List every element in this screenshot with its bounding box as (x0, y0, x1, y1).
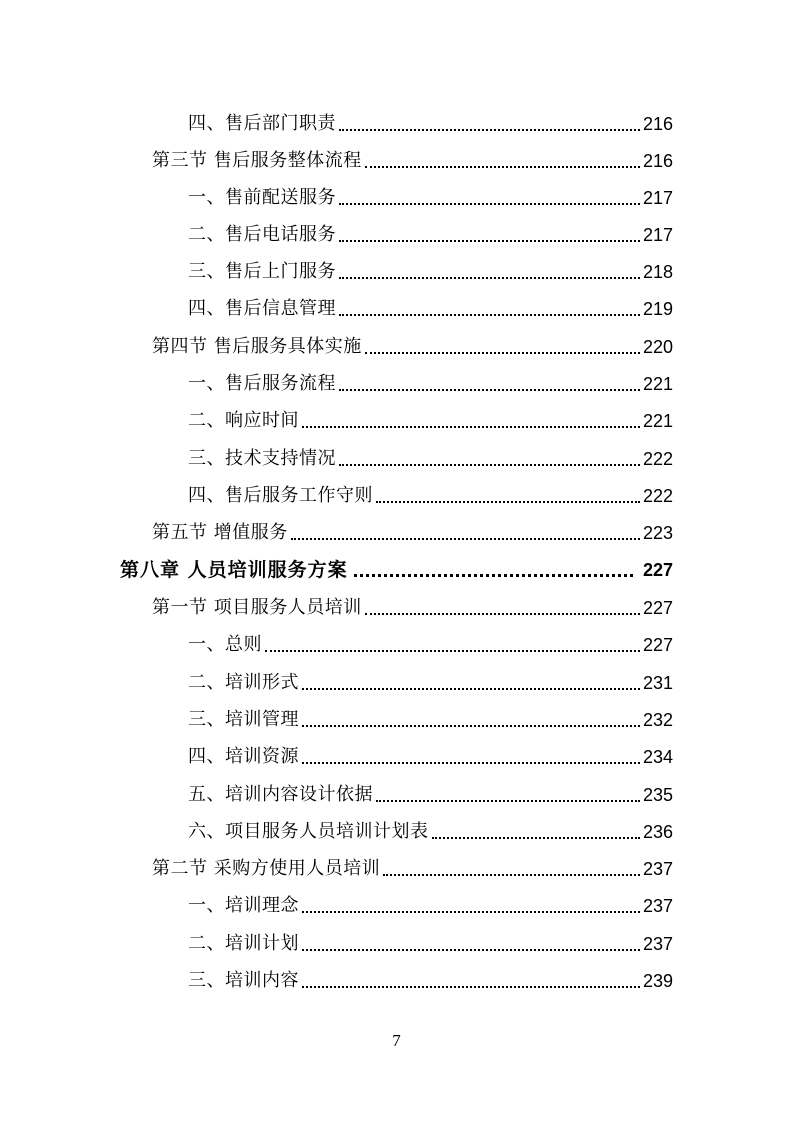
toc-entry-title: 四、培训资源 (188, 746, 299, 767)
toc-entry-title: 第三节 售后服务整体流程 (152, 150, 362, 171)
toc-entry-title: 第八章 人员培训服务方案 (120, 559, 348, 581)
toc-entry-page: 219 (642, 299, 673, 319)
toc-entry[interactable] (0, 254, 793, 284)
dot-leader (376, 501, 640, 503)
toc-entry-page: 236 (642, 822, 673, 842)
toc-entry[interactable] (0, 963, 793, 993)
toc-entry[interactable] (0, 627, 793, 657)
dot-leader (339, 464, 640, 466)
dot-leader (339, 314, 640, 316)
toc-entry-page: 216 (642, 151, 673, 171)
toc-entry-page: 221 (642, 411, 673, 431)
dot-leader (376, 800, 640, 802)
dot-leader (432, 837, 640, 839)
toc-entry-title: 二、响应时间 (188, 410, 299, 431)
toc-entry-page: 237 (642, 896, 673, 916)
dot-leader (302, 725, 640, 727)
dot-leader (339, 389, 640, 391)
toc-entry-page: 222 (642, 486, 673, 506)
toc-entry[interactable] (0, 515, 793, 545)
toc-entry-page: 237 (642, 934, 673, 954)
dot-leader (265, 650, 640, 652)
toc-entry-title: 三、培训管理 (188, 709, 299, 730)
dot-leader (302, 911, 640, 913)
dot-leader (354, 574, 633, 577)
toc-entry-title: 四、售后部门职责 (188, 113, 336, 134)
toc-entry-title: 二、售后电话服务 (188, 224, 336, 245)
toc-entry-title: 二、培训形式 (188, 672, 299, 693)
toc-entry-page: 222 (642, 449, 673, 469)
toc-entry[interactable] (0, 403, 793, 433)
dot-leader (339, 129, 640, 131)
toc-entry[interactable] (0, 888, 793, 918)
toc-entry[interactable] (0, 814, 793, 844)
dot-leader (339, 203, 640, 205)
dot-leader (365, 352, 640, 354)
toc-entry[interactable] (0, 851, 793, 881)
toc-chapter-entry[interactable] (0, 552, 793, 582)
toc-entry[interactable] (0, 180, 793, 210)
toc-entry[interactable] (0, 366, 793, 396)
page-number: 7 (392, 1031, 401, 1050)
toc-entry-title: 三、售后上门服务 (188, 261, 336, 282)
toc-entry[interactable] (0, 143, 793, 173)
toc-entry-title: 四、售后信息管理 (188, 298, 336, 319)
toc-entry-page: 237 (642, 859, 673, 879)
toc-entry-title: 一、售前配送服务 (188, 187, 336, 208)
toc-entry[interactable] (0, 926, 793, 956)
dot-leader (302, 688, 640, 690)
dot-leader (339, 277, 640, 279)
dot-leader (302, 426, 640, 428)
toc-entry-title: 三、培训内容 (188, 970, 299, 991)
toc-entry-title: 一、售后服务流程 (188, 373, 336, 394)
toc-entry-title: 第一节 项目服务人员培训 (152, 597, 362, 618)
toc-entry-title: 五、培训内容设计依据 (188, 784, 373, 805)
toc-entry[interactable] (0, 777, 793, 807)
toc-entry-page: 216 (642, 114, 673, 134)
dot-leader (365, 166, 640, 168)
toc-entry-page: 223 (642, 523, 673, 543)
toc-entry-title: 第二节 采购方使用人员培训 (152, 858, 381, 879)
toc-entry-title: 第五节 增值服务 (152, 522, 288, 543)
toc-entry[interactable] (0, 291, 793, 321)
toc-entry[interactable] (0, 106, 793, 136)
toc-entry-title: 一、培训理念 (188, 895, 299, 916)
toc-entry-title: 三、技术支持情况 (188, 448, 336, 469)
toc-entry-title: 一、总则 (188, 634, 262, 655)
toc-entry[interactable] (0, 329, 793, 359)
dot-leader (291, 538, 640, 540)
toc-entry-page: 227 (642, 560, 673, 580)
toc-entry-page: 220 (642, 337, 673, 357)
toc-entry-page: 221 (642, 374, 673, 394)
dot-leader (339, 240, 640, 242)
toc-entry-title: 二、培训计划 (188, 933, 299, 954)
toc-entry-page: 227 (642, 598, 673, 618)
toc-entry-page: 218 (642, 262, 673, 282)
dot-leader (302, 762, 640, 764)
toc-entry-page: 239 (642, 971, 673, 991)
toc-entry-title: 六、项目服务人员培训计划表 (188, 821, 429, 842)
dot-leader (302, 986, 640, 988)
dot-leader (383, 874, 640, 876)
toc-entry-title: 四、售后服务工作守则 (188, 485, 373, 506)
toc-entry[interactable] (0, 739, 793, 769)
toc-entry[interactable] (0, 702, 793, 732)
toc-entry[interactable] (0, 665, 793, 695)
toc-entry-page: 232 (642, 710, 673, 730)
toc-entry-page: 227 (642, 635, 673, 655)
toc-entry-page: 217 (642, 225, 673, 245)
dot-leader (365, 613, 640, 615)
toc-entry-title: 第四节 售后服务具体实施 (152, 336, 362, 357)
toc-entry-page: 217 (642, 188, 673, 208)
toc-entry[interactable] (0, 478, 793, 508)
toc-entry-page: 231 (642, 673, 673, 693)
toc-entry-page: 235 (642, 785, 673, 805)
dot-leader (302, 949, 640, 951)
toc-entry[interactable] (0, 590, 793, 620)
toc-entry[interactable] (0, 441, 793, 471)
toc-entry[interactable] (0, 217, 793, 247)
toc-entry-page: 234 (642, 747, 673, 767)
